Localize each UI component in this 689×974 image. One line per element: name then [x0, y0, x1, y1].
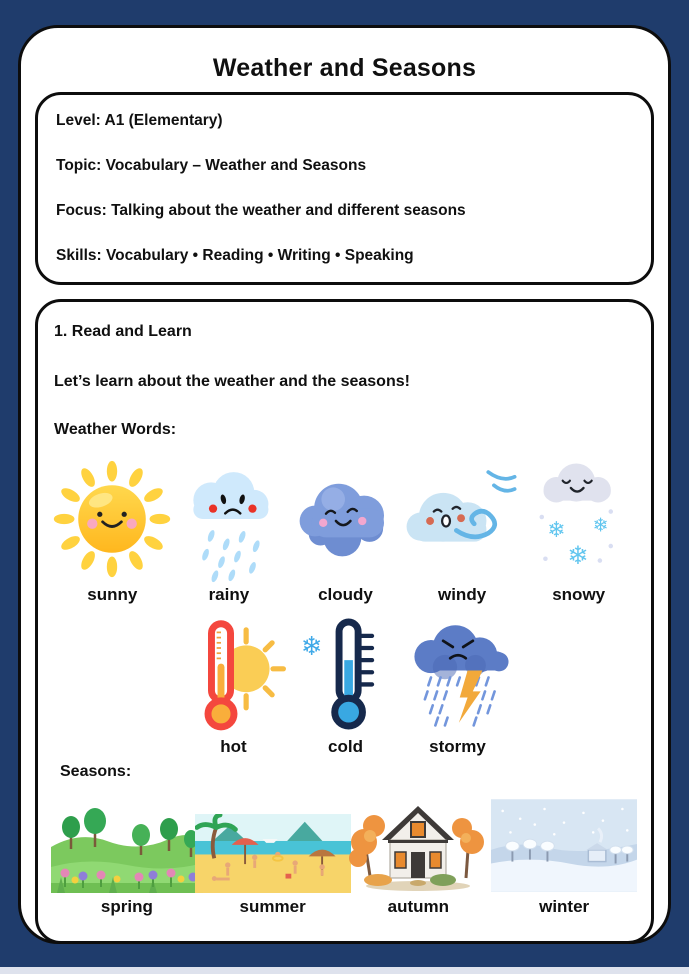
svg-text:❄: ❄	[300, 631, 323, 662]
weather-cell-rainy	[171, 447, 288, 605]
season-label-summer: summer	[239, 897, 306, 916]
season-cell-autumn	[346, 797, 492, 917]
season-cell-winter	[491, 797, 637, 917]
season-cell-summer	[200, 797, 346, 917]
season-label-spring: spring	[100, 897, 153, 916]
section-heading: 1. Read and Learn	[54, 323, 192, 340]
rain-cloud-icon	[168, 455, 290, 583]
page-title: Weather and Seasons	[212, 54, 477, 82]
storm-cloud-icon	[391, 613, 525, 735]
info-topic: Topic: Vocabulary – Weather and Seasons	[56, 157, 367, 174]
svg-text:❄: ❄	[546, 517, 566, 543]
wind-cloud-icon	[395, 459, 529, 583]
snow-cloud-icon	[520, 451, 638, 583]
svg-text:❄: ❄	[566, 540, 589, 571]
weather-word-label-stormy: stormy	[429, 737, 486, 756]
info-focus: Focus: Talking about the weather and different seasons	[56, 202, 466, 219]
weather-word-label-cold: cold	[328, 737, 363, 756]
weather-words-row-1	[54, 447, 637, 605]
spring-meadow-illustration	[51, 801, 203, 893]
weather-cell-stormy	[402, 607, 514, 757]
info-skills: Skills: Vocabulary • Reading • Writing • Speaking	[56, 247, 414, 264]
season-label-winter: winter	[539, 897, 590, 916]
weather-word-label-windy: windy	[437, 585, 487, 604]
info-level: Level: A1 (Elementary)	[56, 112, 223, 129]
weather-cell-sunny	[54, 447, 171, 605]
autumn-house-illustration	[348, 798, 488, 893]
svg-text:❄: ❄	[592, 514, 609, 537]
info-box	[35, 92, 654, 285]
weather-cell-windy	[404, 447, 521, 605]
season-label-autumn: autumn	[387, 897, 450, 916]
weather-cell-snowy	[520, 447, 637, 605]
season-cell-spring	[54, 797, 200, 917]
weather-words-label: Weather Words:	[54, 421, 177, 438]
sun-icon	[51, 455, 173, 583]
seasons-row	[54, 797, 637, 917]
hot-thermometer-icon	[182, 613, 286, 735]
weather-words-row-2	[54, 607, 637, 757]
weather-cell-hot	[178, 607, 290, 757]
summer-beach-illustration	[195, 814, 351, 893]
weather-word-label-hot: hot	[220, 737, 247, 756]
cold-thermometer-icon	[294, 613, 398, 735]
worksheet-card	[18, 25, 671, 944]
weather-word-label-cloudy: cloudy	[318, 585, 373, 604]
weather-word-label-rainy: rainy	[208, 585, 250, 604]
weather-word-label-snowy: snowy	[552, 585, 606, 604]
weather-cell-cloudy	[287, 447, 404, 605]
intro-text: Let’s learn about the weather and the seasons!	[54, 373, 410, 390]
weather-cell-cold	[290, 607, 402, 757]
seasons-label: Seasons:	[60, 763, 132, 780]
weather-word-label-sunny: sunny	[87, 585, 138, 604]
lesson-box	[35, 299, 654, 944]
cloud-icon	[286, 459, 404, 583]
bottom-strip	[0, 967, 689, 974]
winter-landscape-illustration	[491, 798, 637, 893]
